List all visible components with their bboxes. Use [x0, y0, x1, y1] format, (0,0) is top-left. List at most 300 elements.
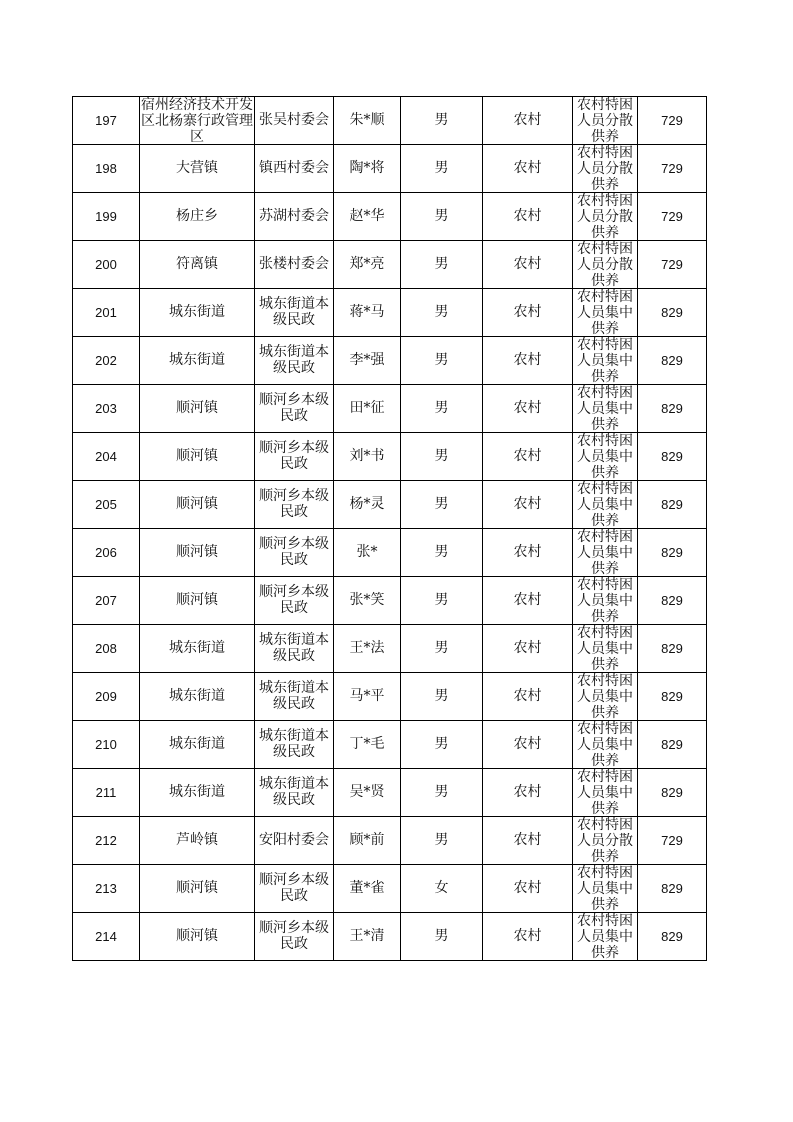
cell-town-text: 城东街道: [169, 784, 225, 800]
cell-category-text: 农村特困人员集中供养: [577, 481, 633, 528]
cell-area-text: 农村: [513, 928, 542, 944]
cell-area-text: 农村: [513, 352, 542, 368]
cell-town: [140, 673, 255, 721]
cell-town-text: 杨庄乡: [176, 208, 218, 224]
cell-gender: [401, 817, 483, 865]
cell-village: [255, 97, 334, 145]
cell-name-text: 陶*将: [349, 160, 385, 176]
cell-town-text: 顺河镇: [176, 928, 218, 944]
cell-number: [73, 769, 140, 817]
cell-category-text: 农村特困人员分散供养: [577, 193, 633, 240]
cell-category: [573, 721, 638, 769]
cell-area-text: 农村: [513, 688, 542, 704]
cell-village: [255, 433, 334, 481]
cell-name: [334, 289, 401, 337]
cell-category-text: 农村特困人员集中供养: [577, 289, 633, 336]
cell-village: [255, 721, 334, 769]
cell-gender-text: 男: [434, 400, 449, 416]
cell-village: [255, 289, 334, 337]
cell-number: [73, 289, 140, 337]
cell-number: [73, 97, 140, 145]
cell-village: [255, 241, 334, 289]
cell-town: [140, 913, 255, 961]
cell-number-text: 209: [95, 689, 117, 704]
table-row: [73, 769, 707, 817]
cell-village-text: 城东街道本级民政: [259, 776, 329, 808]
cell-village-text: 城东街道本级民政: [259, 296, 329, 328]
cell-category: [573, 433, 638, 481]
cell-name-text: 吴*贤: [349, 784, 385, 800]
cell-name-text: 杨*灵: [349, 496, 385, 512]
cell-amount-text: 829: [661, 353, 683, 368]
cell-amount: [638, 337, 707, 385]
cell-village-text: 张楼村委会: [259, 256, 329, 272]
cell-category-text: 农村特困人员集中供养: [577, 769, 633, 816]
table-row: [73, 385, 707, 433]
cell-gender-text: 女: [434, 880, 449, 896]
cell-town-text: 宿州经济技术开发区北杨寨行政管理区: [141, 97, 253, 144]
cell-area: [483, 145, 573, 193]
cell-area: [483, 97, 573, 145]
cell-name: [334, 193, 401, 241]
cell-area: [483, 769, 573, 817]
cell-number-text: 199: [95, 209, 117, 224]
cell-number-text: 202: [95, 353, 117, 368]
cell-gender: [401, 145, 483, 193]
cell-number: [73, 529, 140, 577]
cell-number: [73, 241, 140, 289]
cell-gender-text: 男: [434, 592, 449, 608]
cell-category: [573, 673, 638, 721]
cell-town-text: 芦岭镇: [176, 832, 218, 848]
table-body: [73, 97, 707, 961]
cell-gender: [401, 769, 483, 817]
cell-area-text: 农村: [513, 640, 542, 656]
cell-town: [140, 433, 255, 481]
table-row: [73, 241, 707, 289]
cell-amount-text: 829: [661, 881, 683, 896]
cell-area-text: 农村: [513, 832, 542, 848]
cell-category: [573, 289, 638, 337]
cell-area: [483, 577, 573, 625]
cell-village-text: 张吴村委会: [259, 112, 329, 128]
cell-village-text: 安阳村委会: [259, 832, 329, 848]
cell-town-text: 城东街道: [169, 688, 225, 704]
cell-number-text: 214: [95, 929, 117, 944]
cell-gender-text: 男: [434, 688, 449, 704]
cell-number: [73, 337, 140, 385]
cell-village: [255, 529, 334, 577]
cell-town-text: 城东街道: [169, 352, 225, 368]
cell-category: [573, 913, 638, 961]
cell-category: [573, 241, 638, 289]
cell-town: [140, 145, 255, 193]
cell-number-text: 197: [95, 113, 117, 128]
cell-amount-text: 829: [661, 689, 683, 704]
cell-number: [73, 865, 140, 913]
cell-category-text: 农村特困人员集中供养: [577, 913, 633, 960]
cell-amount: [638, 625, 707, 673]
cell-gender: [401, 385, 483, 433]
cell-name-text: 张*: [356, 544, 378, 560]
table-row: [73, 817, 707, 865]
table-row: [73, 145, 707, 193]
cell-name: [334, 817, 401, 865]
cell-category: [573, 865, 638, 913]
cell-name-text: 刘*书: [349, 448, 385, 464]
cell-name-text: 王*清: [349, 928, 385, 944]
cell-area: [483, 193, 573, 241]
cell-amount: [638, 241, 707, 289]
cell-area: [483, 625, 573, 673]
cell-town-text: 顺河镇: [176, 400, 218, 416]
cell-category-text: 农村特困人员集中供养: [577, 625, 633, 672]
cell-amount-text: 829: [661, 497, 683, 512]
cell-gender-text: 男: [434, 928, 449, 944]
cell-category-text: 农村特困人员分散供养: [577, 97, 633, 144]
cell-area: [483, 913, 573, 961]
cell-amount-text: 829: [661, 449, 683, 464]
cell-amount: [638, 673, 707, 721]
cell-amount-text: 729: [661, 161, 683, 176]
cell-town: [140, 721, 255, 769]
cell-gender: [401, 193, 483, 241]
cell-name: [334, 241, 401, 289]
cell-gender-text: 男: [434, 640, 449, 656]
cell-amount: [638, 481, 707, 529]
cell-area: [483, 433, 573, 481]
cell-name-text: 郑*亮: [349, 256, 385, 272]
table-row: [73, 913, 707, 961]
cell-village: [255, 865, 334, 913]
cell-number: [73, 625, 140, 673]
cell-area-text: 农村: [513, 784, 542, 800]
cell-amount-text: 829: [661, 545, 683, 560]
cell-gender: [401, 481, 483, 529]
cell-gender: [401, 625, 483, 673]
cell-category: [573, 577, 638, 625]
cell-town: [140, 385, 255, 433]
cell-amount-text: 829: [661, 929, 683, 944]
cell-name: [334, 769, 401, 817]
cell-area: [483, 673, 573, 721]
cell-town: [140, 97, 255, 145]
cell-area: [483, 721, 573, 769]
cell-amount-text: 829: [661, 737, 683, 752]
cell-area-text: 农村: [513, 208, 542, 224]
table-row: [73, 337, 707, 385]
cell-number: [73, 481, 140, 529]
cell-amount-text: 829: [661, 641, 683, 656]
cell-amount: [638, 817, 707, 865]
cell-gender: [401, 337, 483, 385]
cell-category: [573, 817, 638, 865]
cell-area-text: 农村: [513, 112, 542, 128]
cell-town: [140, 865, 255, 913]
cell-area-text: 农村: [513, 256, 542, 272]
cell-category-text: 农村特困人员集中供养: [577, 433, 633, 480]
cell-village: [255, 481, 334, 529]
cell-category: [573, 385, 638, 433]
cell-category: [573, 145, 638, 193]
cell-name: [334, 433, 401, 481]
cell-name-text: 田*征: [349, 400, 385, 416]
cell-number-text: 203: [95, 401, 117, 416]
cell-village: [255, 193, 334, 241]
cell-number: [73, 433, 140, 481]
cell-village-text: 顺河乡本级民政: [259, 440, 329, 472]
cell-name: [334, 337, 401, 385]
cell-number-text: 201: [95, 305, 117, 320]
cell-village-text: 顺河乡本级民政: [259, 584, 329, 616]
cell-category-text: 农村特困人员集中供养: [577, 577, 633, 624]
cell-number: [73, 721, 140, 769]
cell-area: [483, 529, 573, 577]
cell-number-text: 210: [95, 737, 117, 752]
table-row: [73, 577, 707, 625]
cell-number: [73, 913, 140, 961]
cell-village: [255, 577, 334, 625]
cell-number-text: 212: [95, 833, 117, 848]
cell-number: [73, 385, 140, 433]
cell-number-text: 206: [95, 545, 117, 560]
cell-name: [334, 673, 401, 721]
cell-number-text: 208: [95, 641, 117, 656]
cell-gender: [401, 673, 483, 721]
cell-amount-text: 829: [661, 593, 683, 608]
cell-name: [334, 721, 401, 769]
cell-number: [73, 577, 140, 625]
cell-category: [573, 769, 638, 817]
table-row: [73, 529, 707, 577]
cell-category: [573, 97, 638, 145]
cell-village-text: 顺河乡本级民政: [259, 536, 329, 568]
cell-category: [573, 337, 638, 385]
cell-area: [483, 289, 573, 337]
cell-number: [73, 193, 140, 241]
cell-category-text: 农村特困人员集中供养: [577, 385, 633, 432]
cell-name: [334, 529, 401, 577]
cell-category-text: 农村特困人员集中供养: [577, 865, 633, 912]
cell-area: [483, 817, 573, 865]
table-row: [73, 289, 707, 337]
cell-amount-text: 729: [661, 209, 683, 224]
cell-gender-text: 男: [434, 496, 449, 512]
cell-gender-text: 男: [434, 448, 449, 464]
cell-category-text: 农村特困人员集中供养: [577, 529, 633, 576]
table-row: [73, 625, 707, 673]
cell-amount-text: 829: [661, 401, 683, 416]
table-row: [73, 673, 707, 721]
cell-area-text: 农村: [513, 880, 542, 896]
cell-town: [140, 241, 255, 289]
table-row: [73, 433, 707, 481]
cell-gender-text: 男: [434, 160, 449, 176]
cell-area: [483, 385, 573, 433]
cell-name-text: 丁*毛: [349, 736, 385, 752]
cell-amount: [638, 385, 707, 433]
cell-amount-text: 829: [661, 785, 683, 800]
cell-category: [573, 529, 638, 577]
cell-amount: [638, 193, 707, 241]
cell-gender: [401, 241, 483, 289]
cell-number-text: 207: [95, 593, 117, 608]
table-row: [73, 481, 707, 529]
cell-village-text: 顺河乡本级民政: [259, 920, 329, 952]
cell-town: [140, 529, 255, 577]
cell-gender: [401, 529, 483, 577]
cell-village: [255, 913, 334, 961]
cell-name-text: 朱*顺: [349, 112, 385, 128]
cell-amount: [638, 529, 707, 577]
cell-village-text: 顺河乡本级民政: [259, 392, 329, 424]
cell-number-text: 198: [95, 161, 117, 176]
cell-category: [573, 481, 638, 529]
cell-area-text: 农村: [513, 160, 542, 176]
cell-category-text: 农村特困人员集中供养: [577, 721, 633, 768]
cell-gender-text: 男: [434, 208, 449, 224]
cell-village-text: 顺河乡本级民政: [259, 872, 329, 904]
cell-village: [255, 145, 334, 193]
cell-number-text: 213: [95, 881, 117, 896]
cell-town: [140, 817, 255, 865]
cell-town-text: 城东街道: [169, 736, 225, 752]
cell-town-text: 城东街道: [169, 304, 225, 320]
cell-village-text: 城东街道本级民政: [259, 632, 329, 664]
cell-name-text: 赵*华: [349, 208, 385, 224]
cell-name-text: 张*笑: [349, 592, 385, 608]
cell-area-text: 农村: [513, 304, 542, 320]
cell-town: [140, 625, 255, 673]
cell-amount-text: 729: [661, 113, 683, 128]
cell-gender: [401, 433, 483, 481]
cell-village-text: 镇西村委会: [259, 160, 329, 176]
cell-gender-text: 男: [434, 352, 449, 368]
table-row: [73, 721, 707, 769]
cell-area-text: 农村: [513, 544, 542, 560]
cell-gender-text: 男: [434, 544, 449, 560]
cell-gender: [401, 913, 483, 961]
cell-amount: [638, 145, 707, 193]
cell-number: [73, 817, 140, 865]
cell-amount: [638, 769, 707, 817]
cell-town-text: 顺河镇: [176, 448, 218, 464]
cell-name: [334, 481, 401, 529]
cell-amount-text: 729: [661, 257, 683, 272]
cell-category-text: 农村特困人员集中供养: [577, 673, 633, 720]
cell-gender: [401, 97, 483, 145]
cell-amount: [638, 97, 707, 145]
cell-area-text: 农村: [513, 448, 542, 464]
cell-gender: [401, 865, 483, 913]
cell-area-text: 农村: [513, 496, 542, 512]
cell-town: [140, 289, 255, 337]
cell-amount: [638, 433, 707, 481]
cell-village: [255, 817, 334, 865]
cell-name: [334, 625, 401, 673]
cell-number-text: 205: [95, 497, 117, 512]
cell-name-text: 王*法: [349, 640, 385, 656]
cell-town-text: 顺河镇: [176, 496, 218, 512]
cell-name: [334, 913, 401, 961]
cell-gender-text: 男: [434, 832, 449, 848]
cell-gender-text: 男: [434, 256, 449, 272]
cell-number: [73, 145, 140, 193]
cell-town-text: 大营镇: [176, 160, 218, 176]
cell-town-text: 城东街道: [169, 640, 225, 656]
cell-village-text: 城东街道本级民政: [259, 728, 329, 760]
cell-gender-text: 男: [434, 736, 449, 752]
cell-village-text: 苏湖村委会: [259, 208, 329, 224]
cell-gender-text: 男: [434, 112, 449, 128]
cell-town-text: 顺河镇: [176, 544, 218, 560]
table-row: [73, 193, 707, 241]
cell-village-text: 城东街道本级民政: [259, 344, 329, 376]
cell-town: [140, 769, 255, 817]
cell-category: [573, 193, 638, 241]
cell-town-text: 符离镇: [176, 256, 218, 272]
cell-town-text: 顺河镇: [176, 880, 218, 896]
cell-village: [255, 337, 334, 385]
cell-town: [140, 577, 255, 625]
cell-category-text: 农村特困人员分散供养: [577, 145, 633, 192]
cell-category-text: 农村特困人员分散供养: [577, 817, 633, 864]
cell-area-text: 农村: [513, 736, 542, 752]
cell-town: [140, 193, 255, 241]
cell-gender: [401, 577, 483, 625]
cell-amount: [638, 913, 707, 961]
cell-area: [483, 865, 573, 913]
cell-name: [334, 865, 401, 913]
cell-town-text: 顺河镇: [176, 592, 218, 608]
cell-number-text: 211: [95, 785, 117, 800]
cell-amount: [638, 577, 707, 625]
cell-village-text: 顺河乡本级民政: [259, 488, 329, 520]
cell-gender: [401, 721, 483, 769]
cell-gender-text: 男: [434, 304, 449, 320]
cell-number-text: 204: [95, 449, 117, 464]
cell-village: [255, 769, 334, 817]
cell-village: [255, 673, 334, 721]
table-row: [73, 97, 707, 145]
cell-village: [255, 385, 334, 433]
cell-amount-text: 729: [661, 833, 683, 848]
cell-number: [73, 673, 140, 721]
cell-amount: [638, 289, 707, 337]
cell-name: [334, 97, 401, 145]
cell-gender: [401, 289, 483, 337]
table-row: [73, 865, 707, 913]
cell-name-text: 李*强: [349, 352, 385, 368]
cell-name-text: 董*雀: [349, 880, 385, 896]
cell-amount: [638, 721, 707, 769]
cell-area-text: 农村: [513, 592, 542, 608]
cell-gender-text: 男: [434, 784, 449, 800]
cell-category-text: 农村特困人员分散供养: [577, 241, 633, 288]
cell-name: [334, 385, 401, 433]
cell-area: [483, 481, 573, 529]
cell-category-text: 农村特困人员集中供养: [577, 337, 633, 384]
cell-name: [334, 577, 401, 625]
cell-amount: [638, 865, 707, 913]
cell-village-text: 城东街道本级民政: [259, 680, 329, 712]
cell-village: [255, 625, 334, 673]
cell-name-text: 蒋*马: [349, 304, 385, 320]
cell-name-text: 马*平: [349, 688, 385, 704]
cell-name-text: 顾*前: [349, 832, 385, 848]
cell-area: [483, 337, 573, 385]
cell-area: [483, 241, 573, 289]
